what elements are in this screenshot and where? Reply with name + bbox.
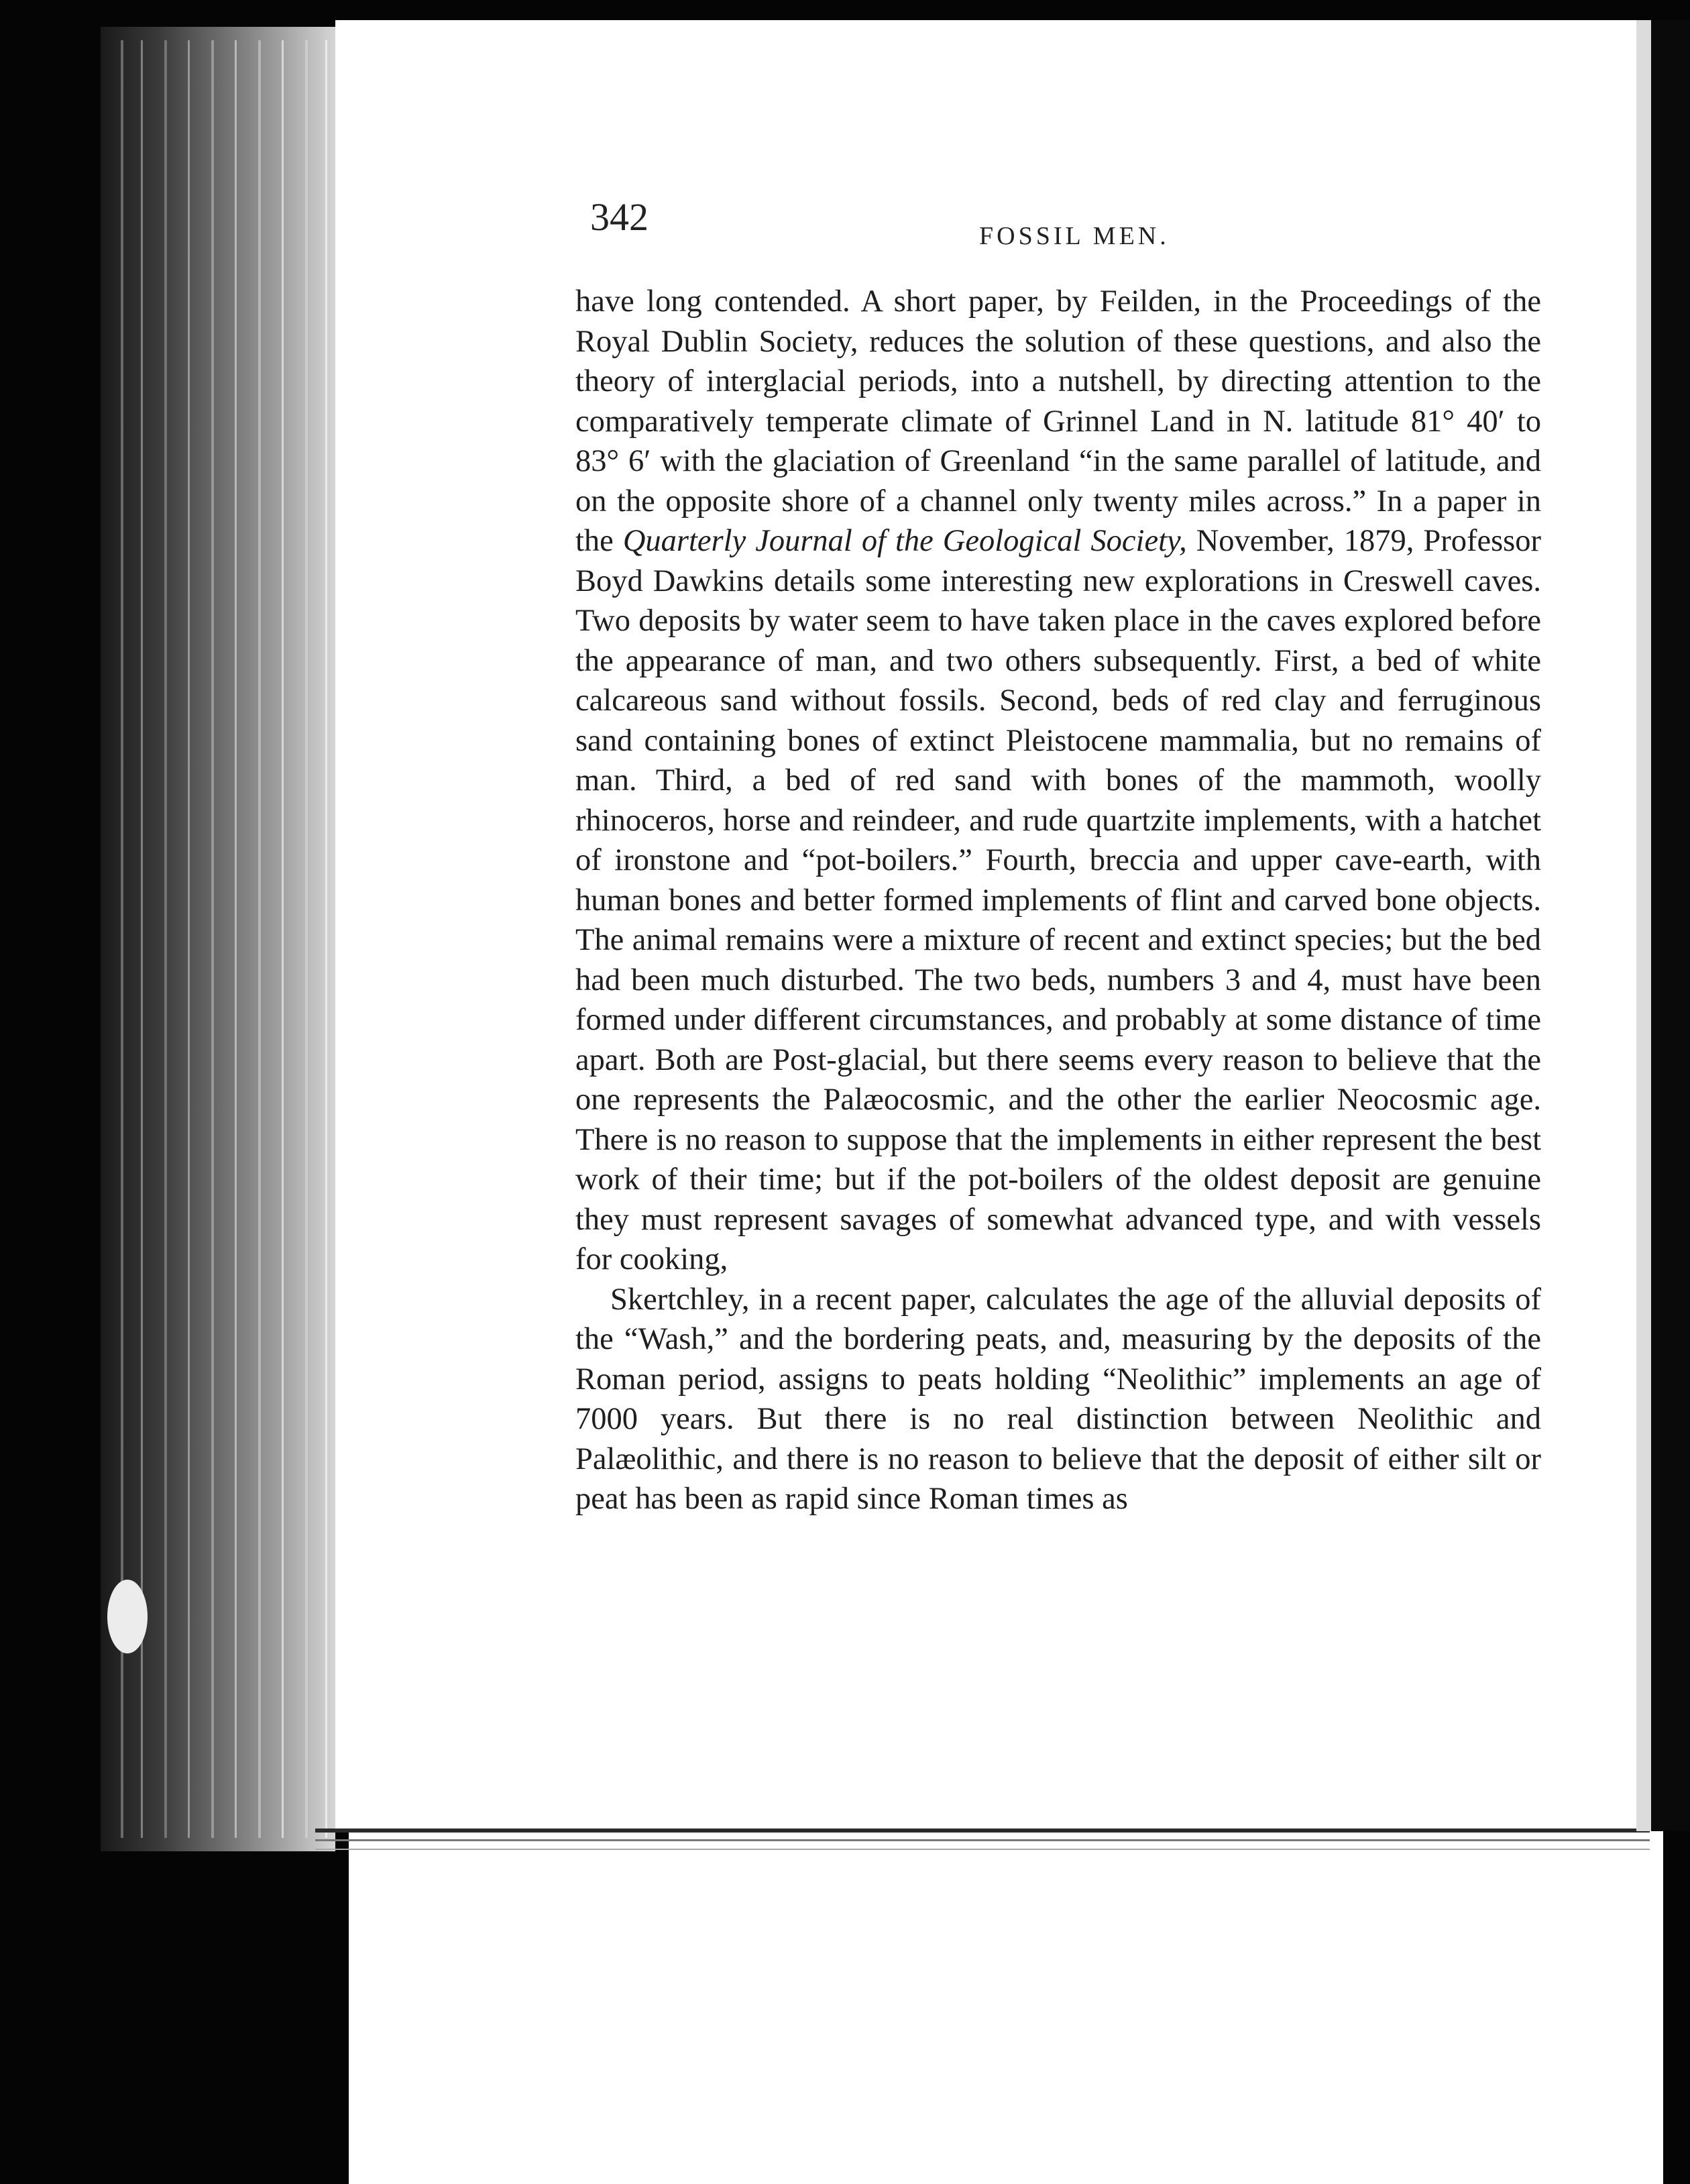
journal-title: Quarterly Journal of the Geological Society, xyxy=(622,524,1187,558)
page-number: 342 xyxy=(590,195,649,239)
paragraph-1 xyxy=(575,282,1541,1280)
paragraph-1-text-b: November, 1879, Professor Boyd Dawkins details some interesting new explorations in Creswell caves. Two deposits by water seem to have taken place in the caves explored before the appearance of man, and two others subsequently. First, a bed of white calcareous sand without fossils. Second, beds of red clay and ferruginous sand containing bones of extinct Pleistocene mammalia, but no remains of man. Third, a bed of red sand with bones of the mammoth, woolly rhinoceros, horse and reindeer, and rude quartzite implements, with a hatchet of ironstone and “pot-boilers.” Fourth, breccia and upper cave-earth, with human bones and better formed implements of flint and carved bone objects. The animal remains were a mixture of recent and extinct species; but the bed had been much disturbed. The two beds, numbers 3 and 4, must have been formed under different circumstances, and probably at some distance of time apart. Both are Post-glacial, but there seems every reason to believe that the one represents the Palæocosmic, and the other the earlier Neocosmic age. There is no reason to suppose that the implements in either represent the best work of their time; but if the pot-boilers of the oldest deposit are genuine they must represent savages of somewhat advanced type, and with vessels for cooking, xyxy=(575,524,1542,1276)
running-head xyxy=(590,195,1529,255)
paper-blemish xyxy=(107,1580,148,1653)
book-page-edges xyxy=(101,27,335,1851)
body-text xyxy=(575,282,1541,1851)
paragraph-2: Skertchley, in a recent paper, calculates the age of the alluvial deposits of the “Wash,” and the bordering peats, and, measuring by the deposits of the Roman period, assigns to peats holding “Neolithic” implements an age of 7000 years. But there is no real distinction between Neolithic and Palæolithic, and there is no reason to believe that the deposit of either silt or peat has been as rapid since Roman times as xyxy=(575,1282,1541,1516)
paragraph-1-text-a: have long contended. A short paper, by Feilden, in the Proceedings of the Royal Dublin Society, reduces the solution of these questions, and also the theory of interglacial periods, into a nutshell, by directing attention to the comparatively temperate climate of Grinnel Land in N. latitude 81° 40′ to 83° 6′ with the glaciation of Greenland “in the same parallel of latitude, and on the opposite shore of a channel only twenty miles across.” In a paper in the xyxy=(575,284,1541,558)
running-title: FOSSIL MEN. xyxy=(979,222,1170,250)
